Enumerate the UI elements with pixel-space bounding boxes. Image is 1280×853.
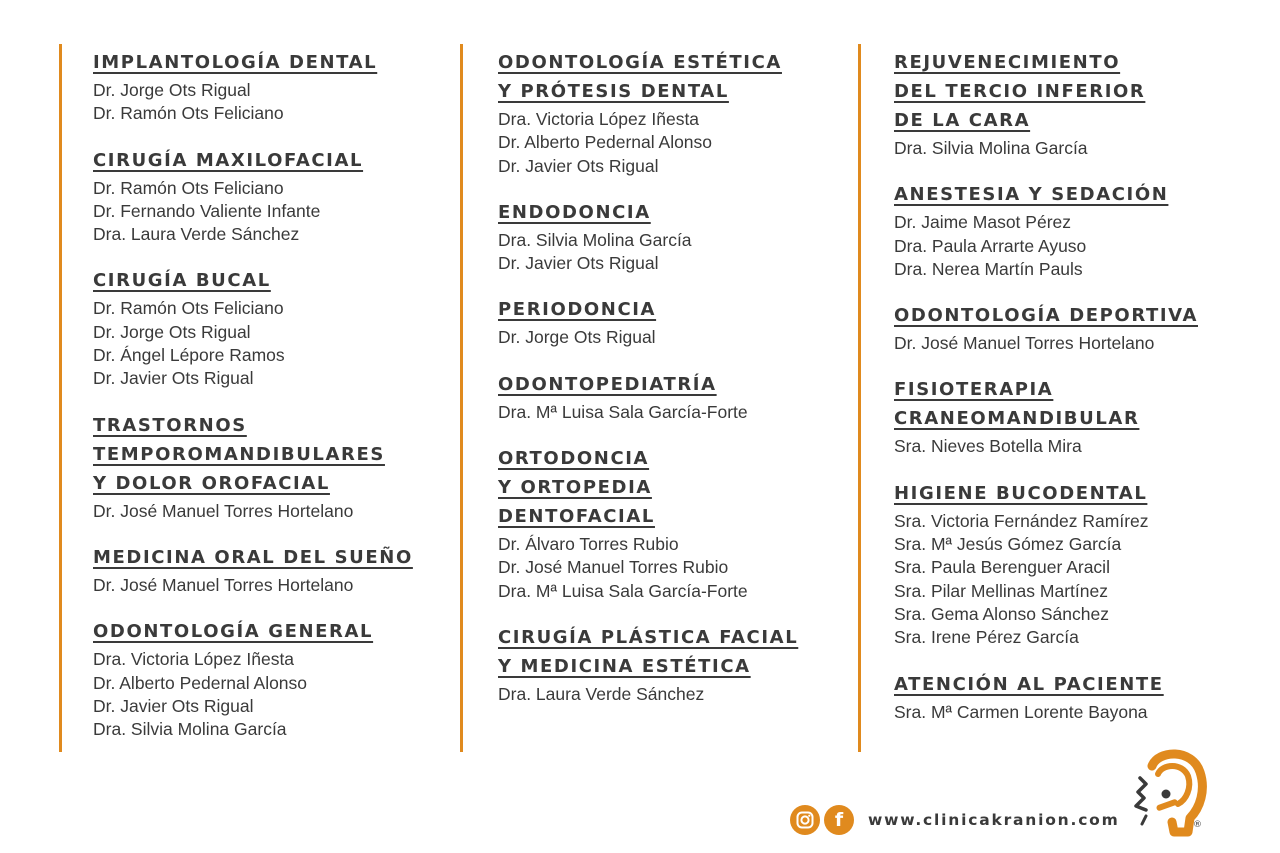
doctor-name: Dra. Laura Verde Sánchez xyxy=(93,224,300,245)
specialty-title-line xyxy=(93,543,439,572)
specialty-section xyxy=(498,198,840,276)
doctor-name: Dr. José Manuel Torres Hortelano xyxy=(93,500,354,521)
specialty-title-text: TEMPOROMANDIBULARES xyxy=(93,443,385,465)
doctor-name: Dr. José Manuel Torres Rubio xyxy=(498,557,729,578)
doctor-name: Dr. Alberto Pedernal Alonso xyxy=(93,672,308,693)
specialty-title xyxy=(894,670,1258,699)
doctor-name: Sra. Nieves Botella Mira xyxy=(894,436,1082,457)
facebook-letter: f xyxy=(834,809,844,831)
specialty-title-line xyxy=(498,198,840,227)
specialty-title-text: ANESTESIA Y SEDACIÓN xyxy=(894,184,1169,206)
specialty-title-line xyxy=(498,652,840,681)
specialty-title xyxy=(498,198,840,227)
registered-mark: ® xyxy=(1193,820,1202,830)
specialty-section xyxy=(93,617,439,741)
doctor-name: Dra. Victoria López Iñesta xyxy=(498,109,700,129)
specialty-title-text: PERIODONCIA xyxy=(498,299,657,321)
specialty-section xyxy=(498,370,840,424)
doctor-name: Sra. Mª Carmen Lorente Bayona xyxy=(894,701,1148,722)
specialty-title-line xyxy=(894,670,1258,699)
footer xyxy=(790,803,1120,837)
doctor-name: Sra. Pilar Mellinas Martínez xyxy=(894,580,1108,601)
doctor-name: Dr. José Manuel Torres Hortelano xyxy=(894,333,1155,354)
specialty-title-text: REJUVENECIMIENTO xyxy=(894,52,1121,73)
doctor-list xyxy=(498,533,840,603)
doctor-name: Dr. Javier Ots Rigual xyxy=(93,368,254,389)
specialty-title-line xyxy=(894,375,1258,404)
specialty-title xyxy=(894,479,1258,508)
specialty-title xyxy=(498,295,840,324)
specialty-title-text: ATENCIÓN AL PACIENTE xyxy=(894,673,1164,695)
specialty-section xyxy=(93,543,439,597)
specialty-title-text: DE LA CARA xyxy=(894,110,1031,131)
specialty-section xyxy=(894,479,1258,650)
doctor-name: Sra. Irene Pérez García xyxy=(894,627,1079,648)
specialty-title xyxy=(894,301,1258,330)
doctor-list xyxy=(93,574,439,597)
specialty-title-line xyxy=(498,444,840,473)
specialty-section xyxy=(894,670,1258,724)
doctor-name: Dr. Ramón Ots Feliciano xyxy=(93,298,284,319)
specialty-title xyxy=(93,411,439,498)
specialty-section xyxy=(498,295,840,349)
doctor-list xyxy=(498,108,840,178)
doctor-name: Dra. Mª Luisa Sala García-Forte xyxy=(498,580,748,601)
specialty-title-line xyxy=(498,473,840,502)
doctor-list xyxy=(894,332,1258,355)
specialty-title-line xyxy=(498,502,840,531)
doctor-name: Dr. Javier Ots Rigual xyxy=(498,155,659,176)
specialty-title-text: ODONTOLOGÍA GENERAL xyxy=(93,621,374,643)
specialty-title-text: DENTOFACIAL xyxy=(498,506,655,528)
doctor-name: Dr. Ángel Lépore Ramos xyxy=(93,345,285,366)
doctor-name: Sra. Paula Berenguer Aracil xyxy=(894,557,1110,578)
doctor-list xyxy=(93,79,439,126)
specialty-section xyxy=(93,411,439,523)
specialty-title xyxy=(894,375,1258,433)
doctor-list xyxy=(894,510,1258,650)
doctor-list xyxy=(93,648,439,741)
specialty-title-line xyxy=(894,48,1258,77)
specialty-title xyxy=(93,617,439,646)
specialty-title-text: Y DOLOR OROFACIAL xyxy=(93,472,330,494)
doctor-name: Dra. Nerea Martín Pauls xyxy=(894,258,1083,279)
specialty-title-line xyxy=(93,469,439,498)
specialty-title xyxy=(93,48,439,77)
doctor-name: Dr. Javier Ots Rigual xyxy=(498,253,659,274)
doctor-list xyxy=(93,500,439,523)
specialty-title-line xyxy=(93,617,439,646)
specialty-title-line xyxy=(498,623,840,652)
doctor-name: Dr. Javier Ots Rigual xyxy=(93,695,254,716)
doctor-name: Dr. Alberto Pedernal Alonso xyxy=(498,132,713,153)
doctor-list xyxy=(93,297,439,390)
doctor-name: Sra. Victoria Fernández Ramírez xyxy=(894,510,1149,531)
doctor-list xyxy=(894,137,1258,160)
specialty-title-text: IMPLANTOLOGÍA DENTAL xyxy=(93,52,378,73)
specialty-title xyxy=(498,444,840,531)
specialty-title-text: FISIOTERAPIA xyxy=(894,379,1054,401)
specialty-title-text: Y MEDICINA ESTÉTICA xyxy=(498,655,751,677)
specialty-title-line xyxy=(894,479,1258,508)
specialty-title xyxy=(93,146,439,175)
specialty-title-text: ORTODONCIA xyxy=(498,448,650,470)
doctor-name: Dr. Jaime Masot Pérez xyxy=(894,212,1071,233)
doctor-name: Dr. Ramón Ots Feliciano xyxy=(93,103,284,124)
specialty-title xyxy=(93,266,439,295)
specialty-section xyxy=(498,48,840,178)
specialty-title-line xyxy=(93,48,439,77)
facebook-icon[interactable] xyxy=(824,805,854,835)
specialty-section xyxy=(894,375,1258,458)
specialty-title-line xyxy=(498,295,840,324)
specialty-title-line xyxy=(498,48,840,77)
specialty-title xyxy=(93,543,439,572)
specialty-title-text: Y ORTOPEDIA xyxy=(498,477,652,499)
specialty-title-text: ENDODONCIA xyxy=(498,201,651,223)
doctor-name: Dra. Laura Verde Sánchez xyxy=(498,683,705,704)
specialty-title-text: HIGIENE BUCODENTAL xyxy=(894,482,1148,504)
specialty-title-line xyxy=(498,77,840,106)
doctor-name: Sra. Gema Alonso Sánchez xyxy=(894,603,1109,624)
doctor-list xyxy=(894,435,1258,458)
column-3 xyxy=(858,44,1258,752)
specialty-title-line xyxy=(894,404,1258,433)
specialty-title xyxy=(498,370,840,399)
specialty-section xyxy=(894,180,1258,281)
specialty-section xyxy=(93,48,439,126)
doctor-name: Dr. Jorge Ots Rigual xyxy=(498,327,656,348)
specialty-title-text: DEL TERCIO INFERIOR xyxy=(894,81,1146,102)
doctor-list xyxy=(894,211,1258,281)
doctor-name: Dr. Álvaro Torres Rubio xyxy=(498,534,679,555)
column-1 xyxy=(59,44,439,752)
doctor-name: Sra. Mª Jesús Gómez García xyxy=(894,534,1122,555)
specialty-title-text: ODONTOLOGÍA DEPORTIVA xyxy=(894,305,1198,327)
doctor-list xyxy=(894,701,1258,724)
doctor-name: Dra. Mª Luisa Sala García-Forte xyxy=(498,401,748,422)
doctor-name: Dr. Fernando Valiente Infante xyxy=(93,200,321,221)
doctor-name: Dra. Silvia Molina García xyxy=(894,138,1088,158)
specialty-section xyxy=(894,48,1258,160)
specialty-section xyxy=(894,301,1258,355)
specialty-title-text: ODONTOPEDIATRÍA xyxy=(498,373,717,395)
specialty-title xyxy=(894,180,1258,209)
doctor-name: Dra. Paula Arrarte Ayuso xyxy=(894,235,1087,256)
doctor-name: Dr. Jorge Ots Rigual xyxy=(93,321,251,342)
specialty-title-text: Y PRÓTESIS DENTAL xyxy=(498,81,729,102)
specialty-title-line xyxy=(93,266,439,295)
specialty-title-line xyxy=(894,180,1258,209)
specialty-title-line xyxy=(93,146,439,175)
doctor-name: Dra. Silvia Molina García xyxy=(93,719,287,740)
doctor-list xyxy=(498,326,840,349)
specialty-title xyxy=(498,48,840,106)
specialty-section xyxy=(93,146,439,247)
specialty-title xyxy=(894,48,1258,135)
doctor-name: Dr. José Manuel Torres Hortelano xyxy=(93,574,354,595)
specialty-title-line xyxy=(894,77,1258,106)
specialty-title-text: TRASTORNOS xyxy=(93,414,247,436)
doctor-name: Dr. Ramón Ots Feliciano xyxy=(93,177,284,198)
instagram-icon[interactable] xyxy=(790,805,820,835)
specialty-title-text: ODONTOLOGÍA ESTÉTICA xyxy=(498,52,782,73)
specialty-title-line xyxy=(93,440,439,469)
specialty-title-line xyxy=(498,370,840,399)
specialty-title-text: CRANEOMANDIBULAR xyxy=(894,408,1140,430)
doctor-list xyxy=(93,177,439,247)
doctor-name: Dra. Victoria López Iñesta xyxy=(93,649,295,670)
doctor-name: Dr. Jorge Ots Rigual xyxy=(93,80,251,100)
specialty-title-text: MEDICINA ORAL DEL SUEÑO xyxy=(93,546,413,568)
specialty-section xyxy=(498,444,840,603)
specialty-section xyxy=(498,623,840,706)
doctor-name: Dra. Silvia Molina García xyxy=(498,229,692,250)
specialty-title-text: CIRUGÍA PLÁSTICA FACIAL xyxy=(498,626,799,648)
specialty-title-line xyxy=(93,411,439,440)
specialty-title xyxy=(498,623,840,681)
specialty-title-line xyxy=(894,301,1258,330)
website-link[interactable]: www.clinicakranion.com xyxy=(868,811,1120,829)
doctor-list xyxy=(498,229,840,276)
column-2 xyxy=(460,44,840,752)
doctor-list xyxy=(498,401,840,424)
doctor-list xyxy=(498,683,840,706)
specialty-title-text: CIRUGÍA BUCAL xyxy=(93,270,271,292)
specialty-title-text: CIRUGÍA MAXILOFACIAL xyxy=(93,149,364,171)
specialty-title-line xyxy=(894,106,1258,135)
specialty-section xyxy=(93,266,439,390)
